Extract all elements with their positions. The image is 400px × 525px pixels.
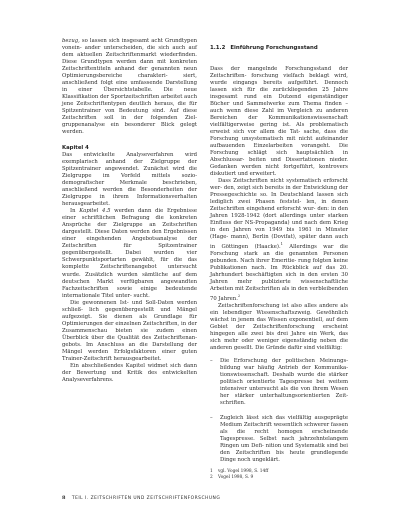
para2-text-post: Allerdings war die Forschung stark an die genannten Personen gebunden. Nach ihrer Emeritie- rung folgten keine Publikationen nach. Im Rückblick auf das 20. Jahrhundert beschäftigten sich in den ersten 30 Jahren mehr publizierte wissenschaftliche Arbeiten mit Zeitschriften als in den verbleibenden 70 Jahren. [210, 244, 348, 303]
kapitel-paragraph-3: Die gewonnenen Ist- und Soll-Daten werden schließ- lich gegenübergestellt und Mängel aufgezeigt. Sie dienen als Grundlage für Optimierungen der einzelnen Zeitschriften, in der Zusammenschau bieten sie zudem einen Überblick über die Qualität des Zeitschriftenan- gebots. Im Anschluss an die Darstellung der Mängel werden Erfolgsfaktoren einer guten Trainer-Zeitschrift herausgearbeitet. [62, 299, 197, 362]
section-number: 1.1.2 [210, 45, 226, 51]
forschung-paragraph-1: Dass der mangelnde Forschungsstand der Zeitschriften- forschung vielfach beklagt wird, wurde eingangs bereits aufgeführt. Dennoch lassen sich für die zurückliegenden 25 Jahre insgesamt rund ein Dutzend eigenständiger Bücher und Sammelwerke zum Thema finden – auch wenn diese Zahl im Vergleich zu anderen Bereichen der Kommunikationswissenschaft vielfältigerweise gering ist. Als problematisch erweist sich vor allem die Tat- sache, dass die Forschung unsystematisch mit nicht aufeinander aufbauenden Einzelarbeiten vorangeht. Die Forschung schlägt sich hauptsächlich in Abschlussar- beiten und Dissertationen nieder. Gedanken werden nicht fortgeführt, kontrovers diskutiert und erweitert. [210, 66, 348, 178]
footnote-number: 2 [210, 475, 213, 480]
running-head: TEIL I. ZEITSCHRIFTEN UND ZEITSCHRIFTENFORSCHUNG [71, 496, 221, 501]
kapitel-para2-post: werden dann die Ergebnisse einer schriftlichen Befragung die konkreten Ansprüche der Zielgruppe an Zeitschriften dargestellt. Diese Daten werden den Ergebnissen einer eingehenden Angebotsanalyse der Zeitschriften für Spitzentrainer gegenübergestellt. Dabei wurden vier Schwerpunktsportarten gewählt, für die das komplette Zeitschriftenangebot untersucht wurde. Zusätzlich wurden sämtliche auf dem deutschen Markt verfügbaren angewandten Fachzeitschriften sowie einige bedeutende internationale Titel unter- sucht. [62, 208, 197, 299]
list-item: – Zugleich lässt sich das vielfältig ausgeprägte Medium Zeitschrift wesentlich schwerer fassen als die recht homogen erscheinende Tagespresse. Selbst nach jahrzehntelangem Ringen um Defi- nition und Systematik sind bei den Zeitschriften bis heute grundlegende Dinge noch ungeklärt. [210, 415, 348, 464]
right-column [210, 38, 348, 464]
list-item: – Die Erforschung der politischen Meinungs- bildung war häufig Antrieb der Kommunika- tionswissenschaft. Deshalb wurde die stärker politisch orientierte Tagespresse bei weitem intensiver untersucht als die von ihrem Wesen her stärker unterhaltungsorientierten Zeit- schriften. [210, 358, 348, 407]
forschung-paragraph-2 [210, 178, 348, 303]
kapitel-reference: Kapitel 4.5 [79, 208, 111, 215]
footnote-text: vgl. Vogel 1998, S. 14ff [218, 469, 269, 474]
para2-text: Dass Zeitschriften nicht systematisch erforscht wer- den, zeigt sich bereits in der Entwicklung der Pressegeschichte so. In Deutschland lassen sich lediglich zwei Phasen feststel- len, in denen Zeitschriften eingehend erforscht wur- den: in den Jahren 1928-1942 (dort allerdings unter starken Einfluss der NS-Propaganda) und nach dem Krieg in den Jahren von 1949 bis 1961 in Münster (Hage- mann), Berlin (Dovifat), später dann auch in Göttingen (Haacke). [210, 178, 348, 251]
footnote-ref-2: 2 [237, 294, 241, 299]
footnote-ref-1: 1 [280, 242, 283, 247]
kapitel-paragraph-2 [62, 208, 197, 299]
intro-text: so lassen sich insgesamt acht Grundtypen vonein- ander unterscheiden, die sich auch auf dem aktuellen Zeitschriftenmarkt wiederfinden. Diese Grundtypen werden dann mit konkreten Zeitschriftentiteln anhand der genannten neun Optimierungsbereiche charakteri- siert, anschließend folgt eine umfassende Darstellung in einer Übersichtstabelle. Die neue Klassifikation der Sportzeitschriften arbeitet auch jene Zeitschriftentypen deutlich heraus, die für Spitzentrainer von Bedeutung sind. Auf diese Zeitschriften soll in der folgenden Ziel- gruppenanalyse ein besonderer Blick gelegt werden. [62, 38, 197, 136]
kapitel-para2-pre: In [70, 208, 80, 215]
forschung-paragraph-3: Zeitschriftenforschung ist also alles andere als ein lebendiger Wissenschaftszweig. Gewöhnlich wächst in jenem das Wissen exponentiell, auf dem Gebiet der Zeitschriftenforschung erscheint hingegen alle zwei bis drei Jahre ein Werk, das sich mehr oder weniger eigenständig neben die anderen gesellt. Die Gründe dafür sind vielfältig: [210, 303, 348, 352]
section-title: Einführung Forschungsstand [230, 45, 318, 51]
page-footer [62, 495, 220, 501]
kapitel-paragraph-1: Das entwickelte Analyseverfahren wird exemplarisch anhand der Zielgruppe der Spitzentrainer angewendet. Zunächst wird die Zielgruppe im Vorfeld mittels sozio- demografischer Merkmale beschrieben, anschließend werden die Besonderheiten der Zielgruppe in ihrem Informationsverhalten herausgearbeitet. [62, 152, 197, 208]
footnote-text: Vogel 1998, S. 9 [218, 475, 254, 480]
left-column [62, 38, 197, 384]
footnote-2 [210, 475, 348, 481]
kapitel-paragraph-4: Ein abschließendes Kapitel widmet sich dann der Bewertung und Kritik des entwickelten Analyseverfahrens. [62, 362, 197, 383]
page-number: 8 [62, 495, 66, 501]
intro-italic: bezug, [62, 38, 80, 44]
section-heading [210, 45, 348, 52]
footnotes [210, 469, 348, 481]
kapitel-4-heading: Kapitel 4 [62, 145, 89, 152]
intro-paragraph [62, 38, 197, 136]
footnote-number: 1 [210, 469, 213, 474]
reasons-list [210, 358, 348, 464]
